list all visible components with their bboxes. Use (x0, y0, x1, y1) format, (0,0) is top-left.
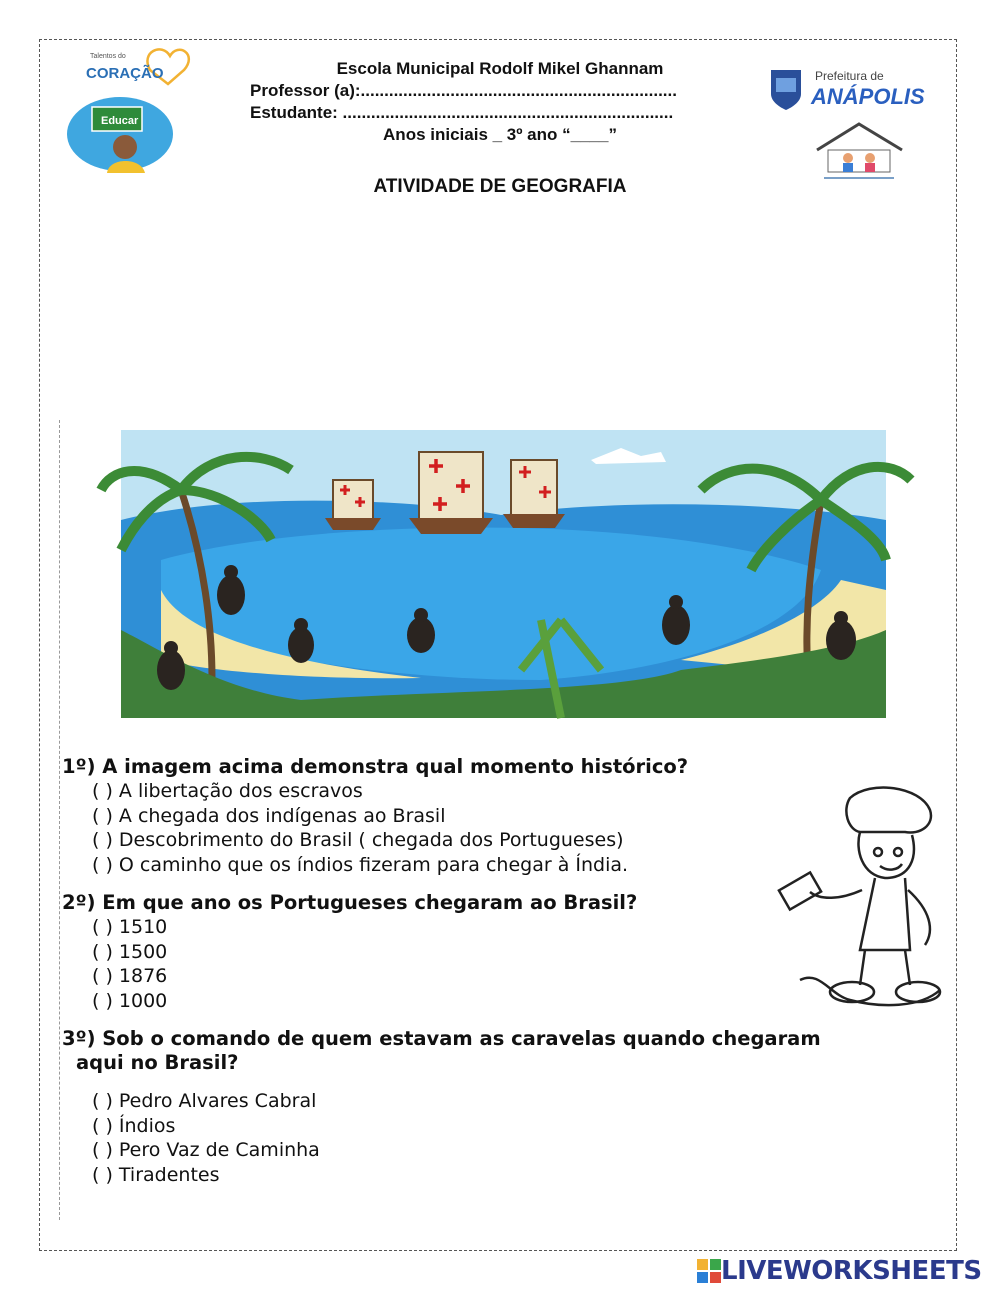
logo-small-text: Talentos do (90, 53, 126, 60)
prefeitura-small-text: Prefeitura de (815, 69, 884, 83)
school-name: Escola Municipal Rodolf Mikel Ghannam (336, 59, 664, 78)
question-2-title: 2º) Em que ano os Portugueses chegaram ao Brasil? (62, 891, 638, 914)
question-3 (62, 1027, 962, 1187)
student-field[interactable]: Estudante: ...................................................................... (250, 103, 674, 122)
question-2-option-1[interactable]: ( ) 1510 (92, 916, 168, 938)
activity-title: ATIVIDADE DE GEOGRAFIA (373, 176, 627, 197)
question-3-option-2[interactable]: ( ) Índios (92, 1114, 176, 1137)
question-1-option-4[interactable]: ( ) O caminho que os índios fizeram para chegar à Índia. (92, 853, 629, 876)
question-3-option-3[interactable]: ( ) Pero Vaz de Caminha (92, 1139, 320, 1161)
header-block (250, 58, 750, 146)
grade-line: Anos iniciais _ 3º ano “____” (383, 125, 617, 144)
liveworksheets-wordmark: LIVEWORKSHEETS (721, 1256, 982, 1286)
question-3-option-1[interactable]: ( ) Pedro Alvares Cabral (92, 1090, 317, 1112)
discovery-painting-image (121, 430, 886, 718)
question-1-option-2[interactable]: ( ) A chegada dos indígenas ao Brasil (92, 804, 446, 827)
question-2-option-2[interactable]: ( ) 1500 (92, 940, 168, 963)
prefeitura-anapolis-logo (767, 64, 925, 112)
teacher-field[interactable]: Professor (a):................................................................... (250, 81, 677, 100)
educar-logo (65, 95, 175, 173)
question-3-title-line-2: aqui no Brasil? (76, 1051, 239, 1074)
talentos-coracao-logo (80, 40, 195, 90)
question-2-option-3[interactable]: ( ) 1876 (92, 965, 168, 987)
question-1-title: 1º) A imagem acima demonstra qual momento histórico? (62, 755, 689, 778)
prefeitura-big-text: ANÁPOLIS (811, 84, 925, 109)
caravel-center (409, 452, 493, 534)
question-3-title (62, 1027, 962, 1075)
question-2-option-4[interactable]: ( ) 1000 (92, 989, 168, 1012)
question-3-options (62, 1089, 962, 1187)
question-3-option-4[interactable]: ( ) Tiradentes (92, 1163, 220, 1186)
question-3-title-line-1: 3º) Sob o comando de quem estavam as caravelas quando chegaram (62, 1027, 821, 1050)
caravel-right (503, 460, 565, 528)
liveworksheets-icon (697, 1259, 721, 1283)
logo-big-text: CORAÇÃO (86, 65, 164, 82)
liveworksheets-logo[interactable] (697, 1256, 982, 1286)
margin-rule (59, 420, 60, 1220)
caravel-left (325, 480, 381, 530)
question-1-option-1[interactable]: ( ) A libertação dos escravos (92, 780, 363, 802)
explorer-cartoon-image (780, 780, 945, 1020)
question-1-option-3[interactable]: ( ) Descobrimento do Brasil ( chegada dos Portugueses) (92, 829, 624, 851)
educar-badge-text: Educar (101, 115, 139, 127)
